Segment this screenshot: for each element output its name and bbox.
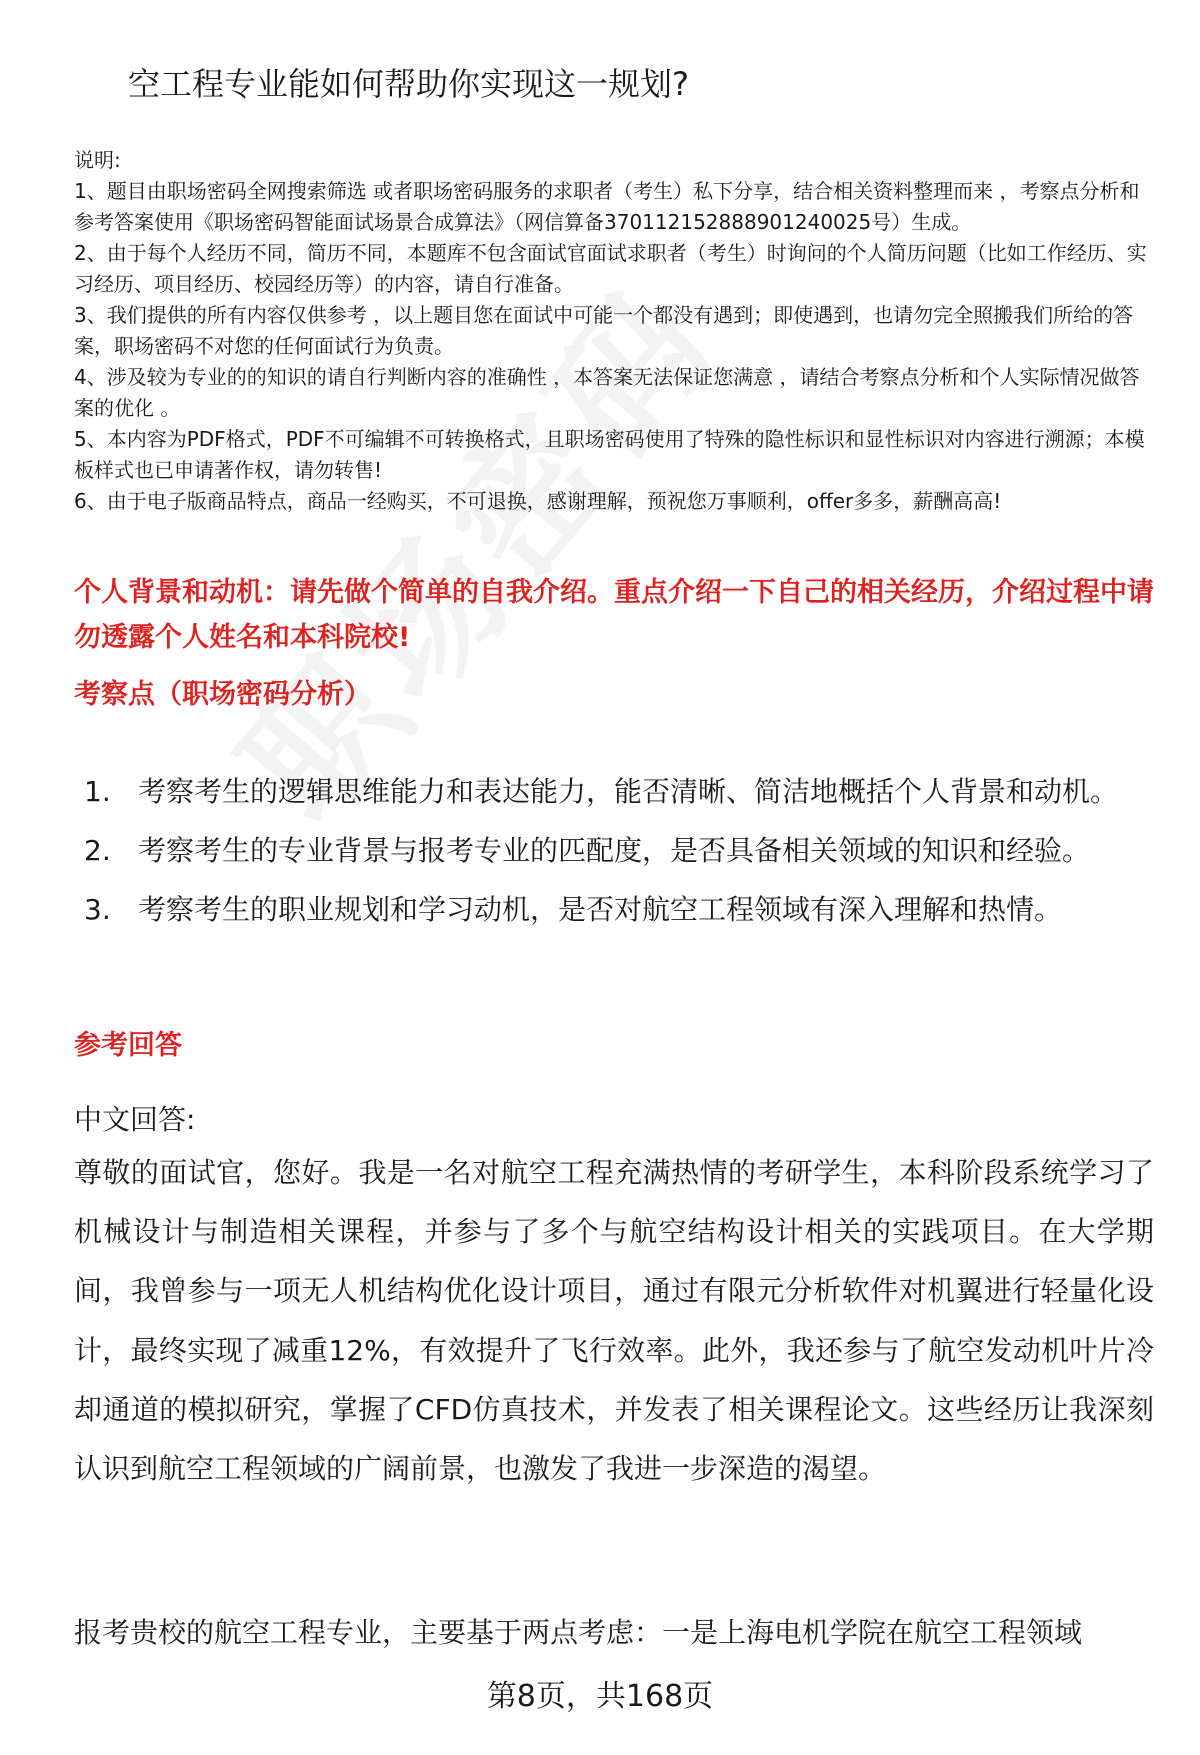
notes-heading: 说明: <box>74 148 121 172</box>
note-item: 6、由于电子版商品特点，商品一经购买，不可退换，感谢理解，预祝您万事顺利，offer多多，薪酬高高! <box>74 489 1002 513</box>
point-number: 1. <box>84 775 111 808</box>
answer-label: 中文回答: <box>74 1103 196 1136</box>
answer-paragraph: 报考贵校的航空工程专业，主要基于两点考虑：一是上海电机学院在航空工程领域 <box>74 1616 1083 1649</box>
note-item: 1、题目由职场密码全网搜索筛选 或者职场密码服务的求职者（考生）私下分享，结合相关资料整理而来 ，考察点分析和参考答案使用《职场密码智能面试场景合成算法》（网信算备370112152888901240025号）生成。 <box>74 179 1140 234</box>
point-text: 考察考生的职业规划和学习动机，是否对航空工程领域有深入理解和热情。 <box>138 893 1063 926</box>
note-item: 5、本内容为PDF格式，PDF不可编辑不可转换格式，且职场密码使用了特殊的隐性标识和显性标识对内容进行溯源；本模板样式也已申请著作权，请勿转售! <box>74 427 1145 482</box>
point-number: 3. <box>84 893 111 926</box>
page-number: 第8页，共168页 <box>486 1679 714 1714</box>
question-heading: 个人背景和动机：请先做个简单的自我介绍。重点介绍一下自己的相关经历，介绍过程中请勿透露个人姓名和本科院校! <box>74 577 1154 653</box>
analysis-points <box>74 762 1154 939</box>
answer-paragraph: 尊敬的面试官，您好。我是一名对航空工程充满热情的考研学生，本科阶段系统学习了机械设计与制造相关课程，并参与了多个与航空结构设计相关的实践项目。在大学期间，我曾参与一项无人机结构优化设计项目，通过有限元分析软件对机翼进行轻量化设计，最终实现了减重12%，有效提升了飞行效率。此外，我还参与了航空发动机叶片冷却通道的模拟研究，掌握了CFD仿真技术，并发表了相关课程论文。这些经历让我深刻认识到航空工程领域的广阔前景，也激发了我进一步深造的渴望。 <box>74 1156 1154 1486</box>
note-item: 3、我们提供的所有内容仅供参考 ，以上题目您在面试中可能一个都没有遇到；即使遇到，也请勿完全照搬我们所给的答案，职场密码不对您的任何面试行为负责。 <box>74 303 1134 358</box>
point-text: 考察考生的逻辑思维能力和表达能力，能否清晰、简洁地概括个人背景和动机。 <box>138 775 1119 808</box>
point-text: 考察考生的专业背景与报考专业的匹配度，是否具备相关领域的知识和经验。 <box>138 834 1091 867</box>
analysis-point <box>74 821 1154 880</box>
point-number: 2. <box>84 834 111 867</box>
analysis-point <box>74 880 1154 939</box>
answer-heading: 参考回答 <box>74 1030 182 1061</box>
analysis-point <box>74 762 1154 821</box>
note-item: 2、由于每个人经历不同，简历不同，本题库不包含面试官面试求职者（考生）时询问的个人简历问题（比如工作经历、实习经历、项目经历、校园经历等）的内容，请自行准备。 <box>74 241 1147 296</box>
notes-section <box>74 145 1154 517</box>
analysis-heading: 考察点（职场密码分析） <box>74 679 371 710</box>
note-item: 4、涉及较为专业的的知识的请自行判断内容的准确性 ，本答案无法保证您满意 ，请结合考察点分析和个人实际情况做答案的优化 。 <box>74 365 1140 420</box>
page-title: 空工程专业能如何帮助你实现这一规划? <box>128 65 689 103</box>
